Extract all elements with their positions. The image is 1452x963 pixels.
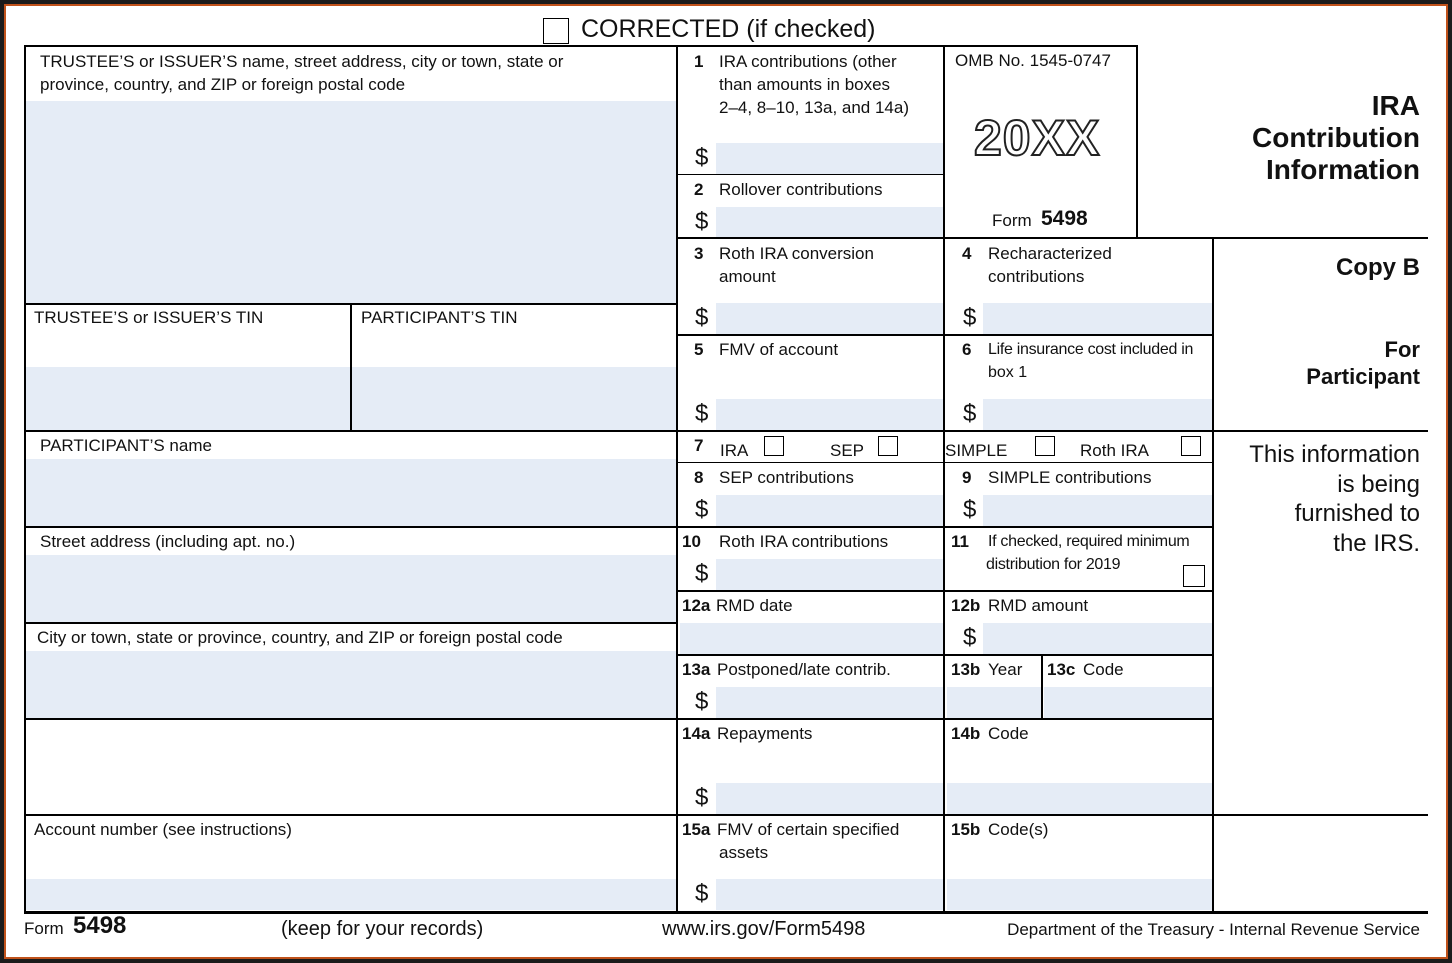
participant-tin-field[interactable] [352, 367, 676, 430]
footer-department: Department of the Treasury - Internal Revenue Service [1007, 920, 1420, 939]
box14b-label: Code [988, 724, 1029, 743]
rule-street [24, 622, 678, 624]
corrected-label: CORRECTED (if checked) [581, 15, 876, 43]
trustee-name-label-2: province, country, and ZIP or foreign postal code [40, 75, 406, 94]
form-word-header: Form [992, 211, 1032, 230]
corrected-checkbox[interactable] [543, 18, 569, 44]
omb-number: OMB No. 1545-0747 [955, 51, 1111, 70]
street-address-label: Street address (including apt. no.) [40, 532, 296, 551]
footer-form-number: 5498 [73, 912, 127, 939]
for-label: For [1384, 337, 1420, 362]
box7-simple-checkbox[interactable] [1035, 436, 1055, 456]
box14a-number: 14a [682, 724, 711, 743]
box13a-amount-field[interactable] [716, 687, 943, 718]
box4-amount-field[interactable] [983, 303, 1212, 334]
form-5498-page [4, 4, 1448, 959]
box7-sep-checkbox[interactable] [878, 436, 898, 456]
box12a-number: 12a [682, 596, 711, 615]
participant-name-field[interactable] [26, 459, 676, 526]
rule-omb-right [1136, 45, 1138, 239]
box1-label-3: 2–4, 8–10, 13a, and 14a) [719, 98, 909, 117]
rule-left [24, 45, 26, 913]
box3-number: 3 [694, 244, 704, 263]
box13a-dollar: $ [695, 688, 709, 715]
box15a-label-2: assets [719, 843, 769, 862]
box8-dollar: $ [695, 496, 709, 523]
rule-r231 [676, 237, 1428, 239]
box13c-number: 13c [1047, 660, 1076, 679]
box8-number: 8 [694, 468, 704, 487]
trustee-tin-field[interactable] [26, 367, 350, 430]
rule-b3 [676, 334, 1214, 336]
info-statement [1249, 440, 1420, 558]
box2-amount-field[interactable] [716, 207, 943, 238]
box13c-label: Code [1083, 660, 1124, 679]
box15a-number: 15a [682, 820, 711, 839]
box7-roth-checkbox[interactable] [1181, 436, 1201, 456]
box13b-number: 13b [951, 660, 981, 679]
box5-amount-field[interactable] [716, 399, 943, 430]
box4-label-1: Recharacterized [988, 244, 1112, 263]
box15a-dollar: $ [695, 880, 709, 907]
form-number-header: 5498 [1041, 207, 1088, 230]
title-information: Information [1266, 154, 1420, 185]
city-field[interactable] [26, 651, 676, 718]
footer-keep-records: (keep for your records) [281, 918, 484, 940]
rule-b5 [24, 430, 1214, 432]
box7-simple-label: SIMPLE [945, 441, 1008, 460]
box10-dollar: $ [695, 560, 709, 587]
info-line-2: is being [1337, 470, 1420, 498]
box6-dollar: $ [963, 400, 977, 427]
box12b-dollar: $ [963, 624, 977, 651]
rule-b7 [676, 462, 1214, 463]
box14b-code-field[interactable] [947, 783, 1212, 814]
box6-label-2: box 1 [988, 364, 1028, 381]
box3-label-2: amount [719, 267, 776, 286]
rule-b13 [24, 718, 1214, 720]
footer-form-word: Form [24, 919, 64, 938]
box1-amount-field[interactable] [716, 143, 943, 174]
box8-amount-field[interactable] [716, 495, 943, 526]
box9-amount-field[interactable] [983, 495, 1212, 526]
box13a-label: Postponed/late contrib. [717, 660, 891, 679]
box2-dollar: $ [695, 208, 709, 235]
box2-number: 2 [694, 180, 704, 199]
box9-label: SIMPLE contributions [988, 468, 1152, 487]
box3-amount-field[interactable] [716, 303, 943, 334]
rule-col-right [1212, 237, 1214, 913]
box7-ira-label: IRA [720, 441, 749, 460]
account-number-label: Account number (see instructions) [34, 820, 292, 839]
trustee-name-label-1: TRUSTEE’S or ISSUER’S name, street address, city or town, state or [40, 52, 564, 71]
rule-b8 [24, 526, 1214, 528]
box15b-code-field[interactable] [947, 879, 1212, 910]
participant-label: Participant [1306, 364, 1420, 389]
rule-b14 [24, 814, 1214, 816]
box6-label-1: Life insurance cost included in [988, 341, 1194, 358]
box7-number: 7 [694, 436, 704, 455]
box11-label-1: If checked, required minimum [988, 533, 1190, 550]
box12b-amount-field[interactable] [983, 623, 1212, 654]
box3-dollar: $ [695, 304, 709, 331]
box13b-label: Year [988, 660, 1023, 679]
box7-sep-label: SEP [830, 441, 865, 460]
box13c-code-field[interactable] [1044, 687, 1212, 718]
rule-top [24, 45, 1138, 47]
title-ira: IRA [1371, 90, 1420, 121]
box13b-year-field[interactable] [947, 687, 1041, 718]
street-address-field[interactable] [26, 555, 676, 622]
box15a-label-1: FMV of certain specified [717, 820, 900, 839]
box10-label: Roth IRA contributions [719, 532, 889, 551]
box15b-number: 15b [951, 820, 981, 839]
box6-number: 6 [962, 340, 972, 359]
box5-label: FMV of account [719, 340, 839, 359]
box4-dollar: $ [963, 304, 977, 331]
box11-checkbox[interactable] [1183, 565, 1205, 587]
rule-b12 [676, 654, 1214, 656]
box1-label-1: IRA contributions (other [719, 52, 897, 71]
tax-year: 20XX [974, 110, 1101, 166]
box1-number: 1 [694, 52, 704, 71]
city-label: City or town, state or province, country, and ZIP or foreign postal code [37, 628, 563, 647]
box8-label: SEP contributions [719, 468, 854, 487]
box5-number: 5 [694, 340, 704, 359]
participant-tin-label: PARTICIPANT’S TIN [361, 308, 518, 327]
rule-col-mid [943, 45, 945, 913]
box4-label-2: contributions [988, 267, 1085, 286]
box2-label: Rollover contributions [719, 180, 883, 199]
trustee-tin-label: TRUSTEE’S or ISSUER’S TIN [34, 308, 264, 327]
box9-dollar: $ [963, 496, 977, 523]
box1-label-2: than amounts in boxes [719, 75, 891, 94]
box10-amount-field[interactable] [716, 559, 943, 590]
info-line-4: the IRS. [1333, 529, 1420, 557]
box12b-number: 12b [951, 596, 981, 615]
box14a-amount-field[interactable] [716, 783, 943, 814]
rule-tin-split [350, 303, 352, 432]
box12a-date-field[interactable] [680, 623, 943, 654]
box15b-label: Code(s) [988, 820, 1049, 839]
copy-b-label: Copy B [1336, 254, 1420, 281]
box4-number: 4 [962, 244, 972, 263]
info-line-1: This information [1249, 441, 1420, 468]
box11-label-2: distribution for 2019 [986, 556, 1121, 573]
box1-dollar: $ [695, 144, 709, 171]
box10-number: 10 [682, 532, 701, 551]
box7-roth-label: Roth IRA [1080, 441, 1149, 460]
box7-ira-checkbox[interactable] [764, 436, 784, 456]
box5-dollar: $ [695, 400, 709, 427]
box6-amount-field[interactable] [983, 399, 1212, 430]
rule-r808-right [1212, 814, 1428, 816]
box9-number: 9 [962, 468, 972, 487]
box14b-number: 14b [951, 724, 981, 743]
box13a-number: 13a [682, 660, 711, 679]
rule-col-left [676, 45, 678, 913]
rule-13b-13c [1041, 654, 1043, 720]
box14a-label: Repayments [717, 724, 813, 743]
footer-url: www.irs.gov/Form5498 [662, 918, 866, 940]
participant-name-label: PARTICIPANT’S name [40, 436, 212, 455]
info-line-3: furnished to [1294, 500, 1420, 527]
box12a-label: RMD date [716, 596, 793, 615]
box3-label-1: Roth IRA conversion [719, 244, 874, 263]
rule-bottom [24, 911, 1428, 914]
rule-b1 [676, 174, 944, 175]
account-number-field[interactable] [26, 879, 676, 910]
trustee-name-field[interactable] [26, 101, 676, 303]
box12b-label: RMD amount [988, 596, 1089, 615]
box14a-dollar: $ [695, 784, 709, 811]
box15a-amount-field[interactable] [716, 879, 943, 910]
title-contribution: Contribution [1252, 122, 1420, 153]
rule-b10 [676, 590, 1214, 592]
rule-r424-right [1212, 430, 1428, 432]
box11-number: 11 [951, 532, 969, 551]
